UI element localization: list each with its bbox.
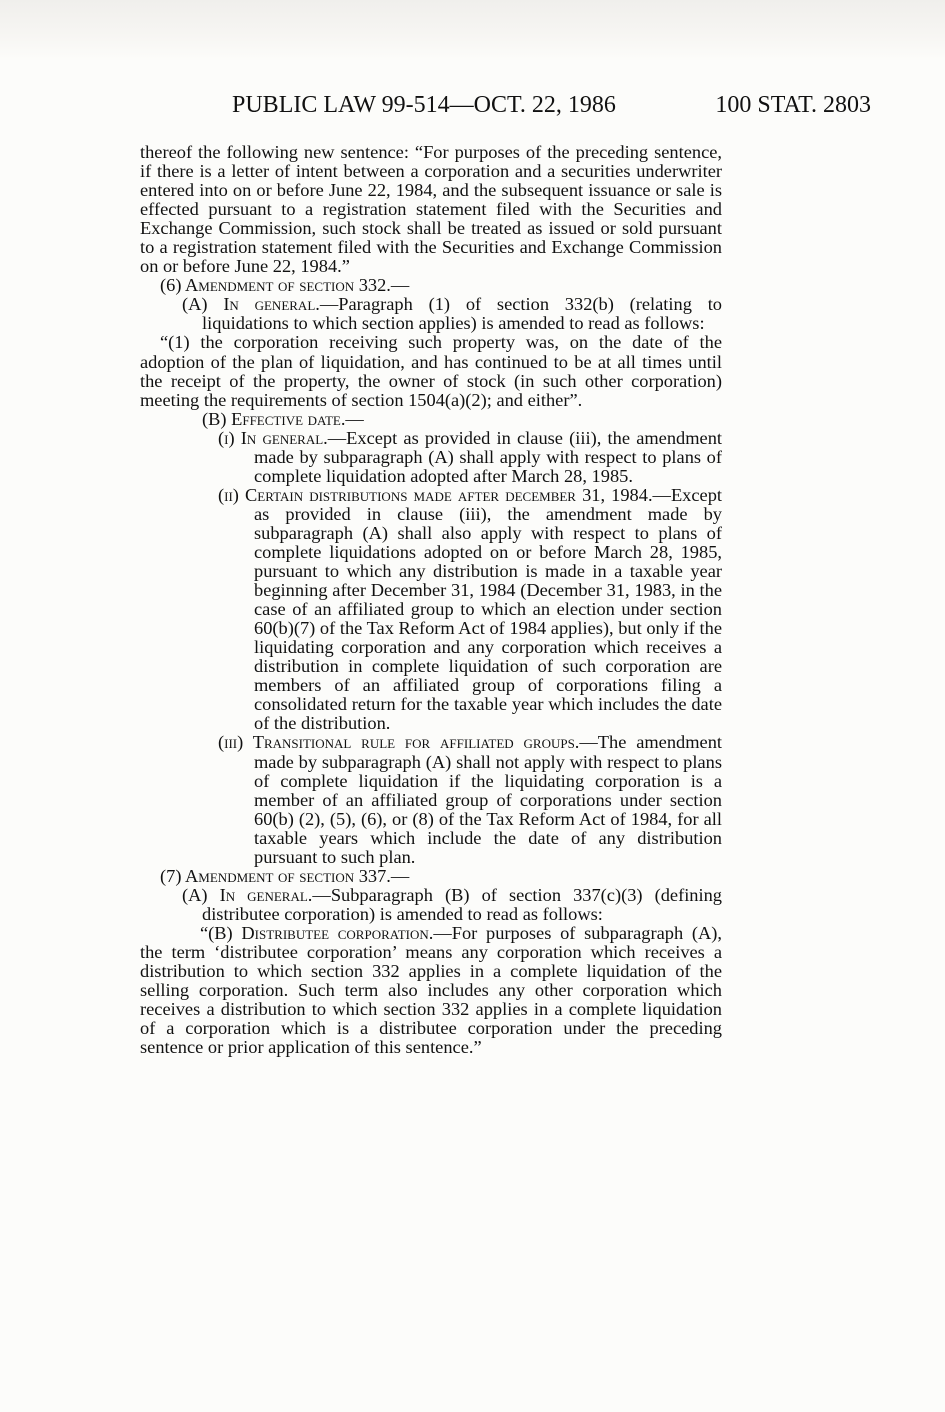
paragraph-text: For purposes of subparagraph (A), the term ‘distributee corporation’ means any corporation which receives a distribution to which section 332 applies in a complete liquidation of the selling corporation. Such term also includes any other corporation which receives a distribution to which section 332 applies in a complete liquidation of a corporation which is a distributee corporation under the preceding sentence or prior application of this sentence.” (140, 922, 722, 1058)
page-body (140, 143, 722, 1057)
quoted-subparagraph-b (140, 924, 722, 1057)
quoted-paragraph-1: “(1) the corporation receiving such property was, on the date of the adoption of the plan of liquidation, and has continued to be at all times until the receipt of the property, the owner of stock (in such other corporation) meeting the requirements of section 1504(a)(2); and either”. (140, 332, 722, 410)
paragraph-continuation: thereof the following new sentence: “For purposes of the preceding sentence, if there is a letter of intent between a corporation and a securities underwriter entered into on or before June 22, 1984, and the subsequent issuance or sale is effected pursuant to a registration statement filed with the Securities and Exchange Commission, such stock shall be treated as issued or sold pursuant to a registration statement filed with the Securities and Exchange Commission on or before June 22, 1984.” (140, 142, 722, 277)
heading: (A) In general.— (182, 294, 339, 315)
heading: (B) Effective date.— (202, 408, 364, 429)
scan-margin (0, 0, 945, 60)
heading: (i) In general.— (218, 427, 347, 448)
paragraph-6b-heading (140, 410, 722, 429)
paragraph-7a (182, 886, 722, 924)
heading: (A) In general.— (182, 884, 331, 905)
paragraph-text: The amendment made by subparagraph (A) shall not apply with respect to plans of complete liquidation if the liquidating corporation is a member of an affiliated group of corporations under section 60(b) (2), (5), (6), or (8) of the Tax Reform Act of 1984, for all taxable years which include the date of any distribution pursuant to such plan. (254, 732, 723, 867)
clause-iii (218, 733, 722, 866)
running-title: PUBLIC LAW 99-514—OCT. 22, 1986 (232, 92, 616, 118)
paragraph-6-heading (140, 276, 722, 295)
page-header (0, 92, 945, 122)
heading: (6) Amendment of section 332.— (160, 275, 410, 296)
statute-page-number: 100 STAT. 2803 (715, 92, 871, 118)
paragraph-text: Except as provided in clause (iii), the amendment made by subparagraph (A) shall apply with respect to plans of complete liquidation adopted after March 28, 1985. (254, 427, 722, 486)
paragraph-6a (182, 295, 722, 333)
paragraph-text: Except as provided in clause (iii), the amendment made by subparagraph (A) shall also apply with respect to plans of complete liquidations adopted on or before March 28, 1985, pursuant to which any distribution is made in a taxable year beginning after December 31, 1984 (December 31, 1983, in the case of an affiliated group to which an election under section 60(b)(7) of the Tax Reform Act of 1984 applies), but only if the liquidating corporation and any corporation which receives a distribution in complete liquidation of such corporation are members of an affiliated group of corporations filing a consolidated return for the taxable year which includes the date of the distribution. (254, 484, 722, 734)
paragraph-text: Paragraph (1) of section 332(b) (relating to liquidations to which section applies) is amended to read as follows: (202, 294, 722, 334)
heading: (iii) Transitional rule for affiliated groups.— (218, 732, 598, 753)
clause-i (218, 429, 722, 486)
heading: (7) Amendment of section 337.— (160, 865, 410, 886)
heading: “(B) Distributee corporation.— (200, 922, 452, 943)
heading: (ii) Certain distributions made after december 31, 1984.— (218, 484, 671, 505)
clause-ii (218, 486, 722, 734)
paragraph-7-heading (140, 867, 722, 886)
paragraph-text: Subparagraph (B) of section 337(c)(3) (defining distributee corporation) is amended to read as follows: (202, 884, 723, 924)
